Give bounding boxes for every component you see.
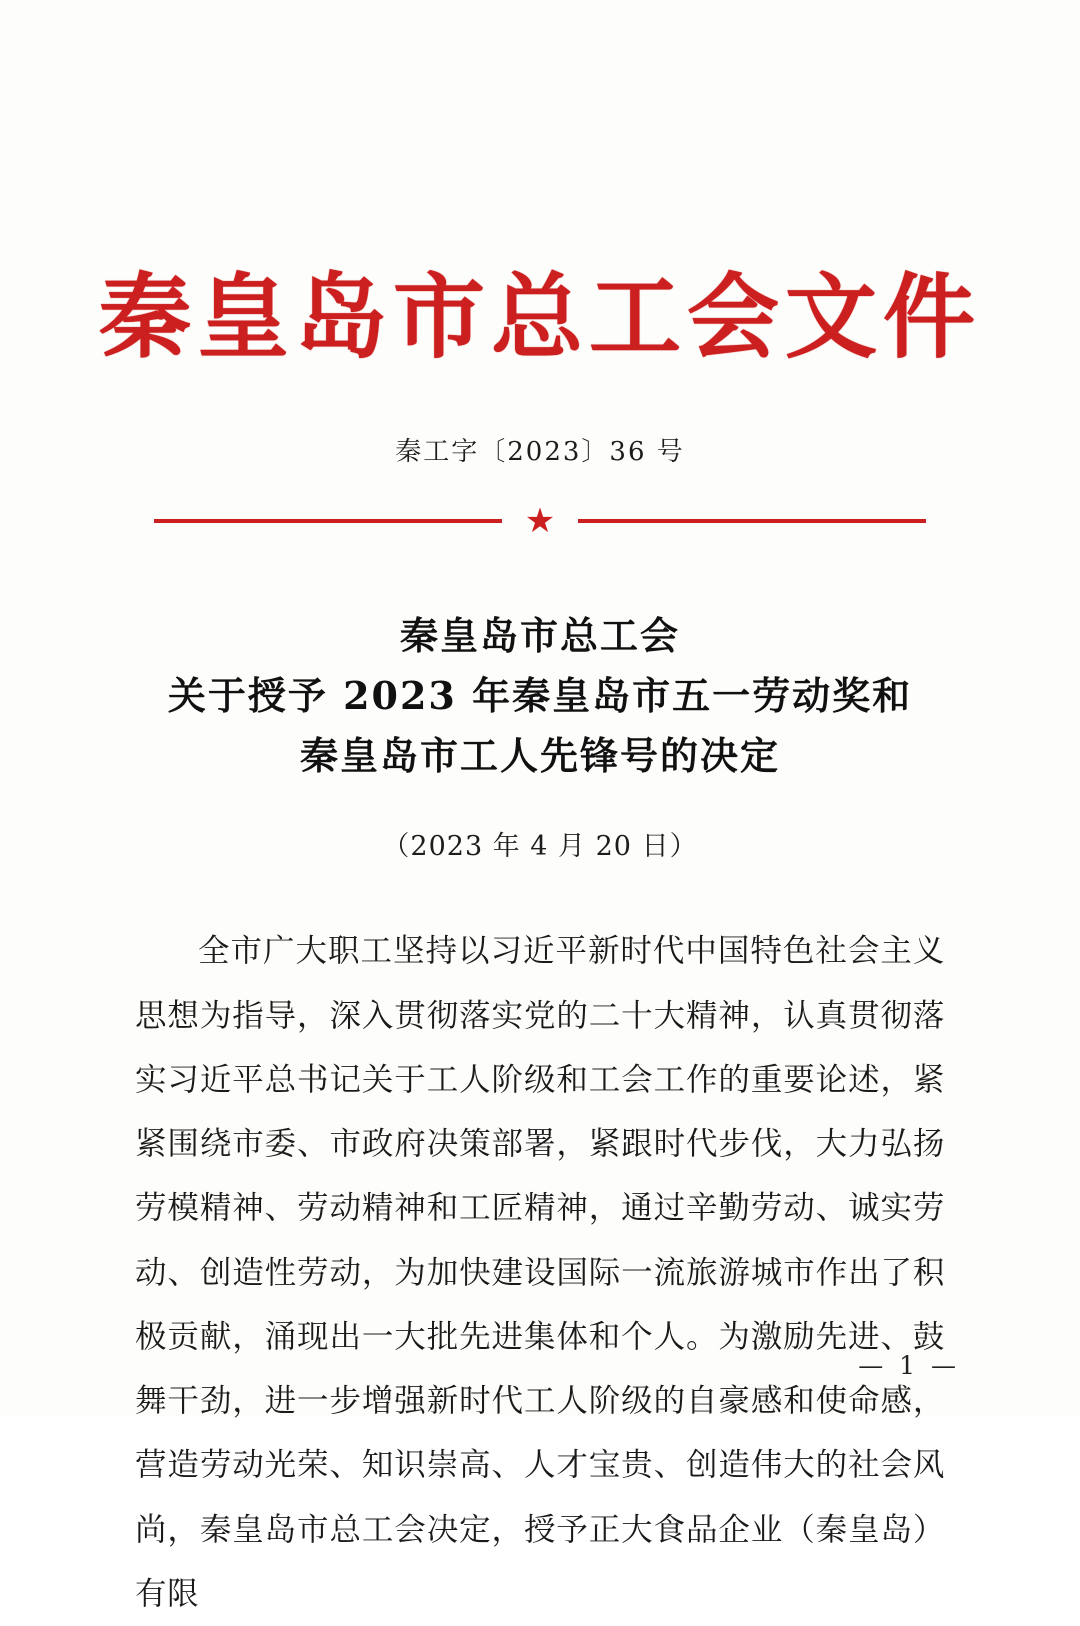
red-separator-rule (154, 501, 926, 542)
star-icon: ★ (524, 501, 556, 542)
title-line-2: 关于授予 2023 年秦皇岛市五一劳动奖和 (167, 673, 913, 719)
title-line-3: 秦皇岛市工人先锋号的决定 (299, 733, 780, 779)
title-line-1: 秦皇岛市总工会 (399, 613, 680, 659)
document-title (0, 606, 1080, 786)
masthead-title: 秦皇岛市总工会文件 (98, 263, 981, 371)
masthead (0, 263, 1080, 371)
page-number: — 1 — (858, 1351, 960, 1380)
body-paragraph-1: 全市广大职工坚持以习近平新时代中国特色社会主义思想为指导，深入贯彻落实党的二十大精神，认真贯彻落实习近平总书记关于工人阶级和工会工作的重要论述，紧紧围绕市委、市政府决策部署，紧跟时代步伐，大力弘扬劳模精神、劳动精神和工匠精神，通过辛勤劳动、诚实劳动、创造性劳动，为加快建设国际一流旅游城市作出了积极贡献，涌现出一大批先进集体和个人。为激励先进、鼓舞干劲，进一步增强新时代工人阶级的自豪感和使命感，营造劳动光荣、知识崇高、人才宝贵、创造伟大的社会风尚，秦皇岛市总工会决定，授予正大食品企业（秦皇岛）有限 (135, 933, 945, 1612)
document-number: 秦工字〔2023〕36 号 (395, 437, 685, 468)
issue-date: （2023 年 4 月 20 日） (382, 831, 698, 863)
body-text (135, 919, 945, 1626)
rule-right-bar (578, 519, 926, 523)
rule-left-bar (154, 519, 502, 523)
